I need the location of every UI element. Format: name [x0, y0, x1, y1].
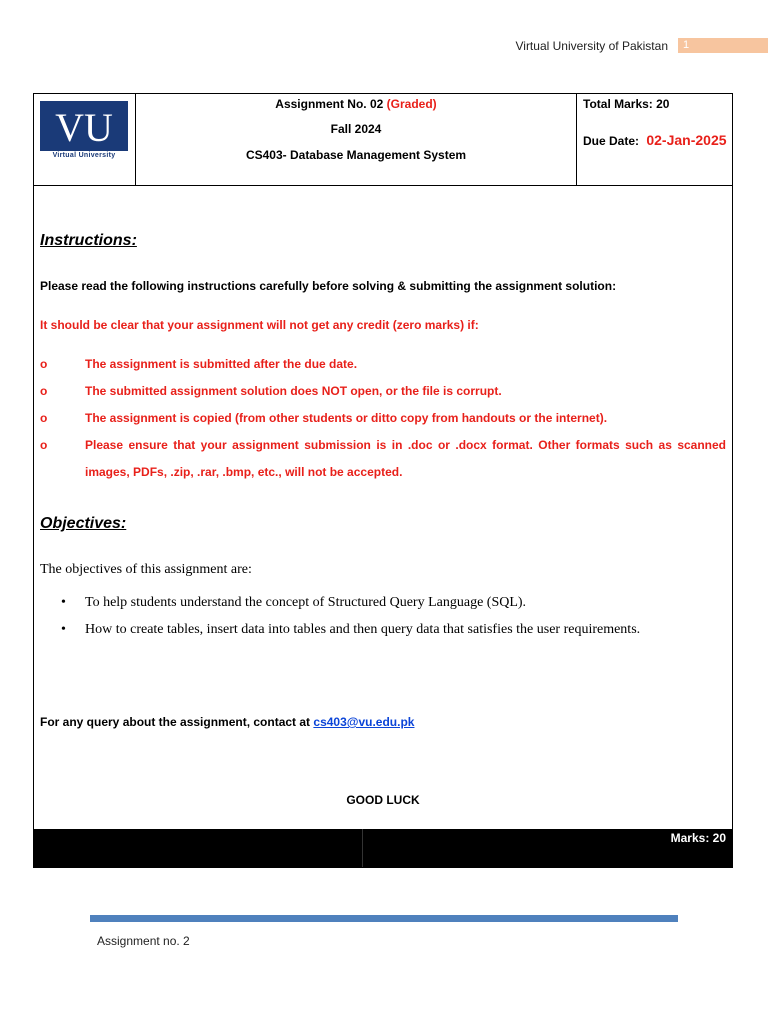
vu-logo — [40, 101, 128, 157]
due-date-value: 02-Jan-2025 — [646, 132, 727, 148]
logo-letters: VU — [55, 105, 113, 150]
instructions-heading: Instructions: — [40, 232, 137, 249]
bullet-marker: o — [40, 384, 48, 398]
vu-logo-mark — [40, 101, 128, 151]
instruction-text: The assignment is submitted after the due date. — [85, 357, 358, 371]
footer-rule — [90, 915, 678, 922]
good-luck: GOOD LUCK — [346, 793, 420, 807]
footer-label: Assignment no. 2 — [97, 934, 190, 948]
bullet-dot-icon: • — [61, 622, 66, 637]
contact-line — [40, 715, 414, 729]
instruction-text: The submitted assignment solution does NOT open, or the file is corrupt. — [85, 384, 502, 398]
contact-email-link[interactable]: cs403@vu.edu.pk — [313, 715, 415, 729]
header-institution: Virtual University of Pakistan — [515, 39, 668, 53]
page-number-tab — [678, 38, 768, 53]
objectives-intro: The objectives of this assignment are: — [40, 562, 252, 577]
assignment-title — [136, 97, 576, 111]
title-cell — [136, 94, 577, 185]
instructions-intro: Please read the following instructions carefully before solving & submitting the assignment solution: — [40, 279, 617, 293]
bullet-marker: o — [40, 411, 48, 425]
semester: Fall 2024 — [330, 122, 382, 136]
due-date-row — [583, 132, 727, 148]
objective-text: To help students understand the concept of Structured Query Language (SQL). — [85, 595, 527, 610]
course-title: CS403- Database Management System — [245, 148, 467, 162]
header-table — [34, 94, 732, 186]
bullet-marker: o — [40, 438, 48, 452]
credit-warning: It should be clear that your assignment will not get any credit (zero marks) if: — [40, 318, 479, 332]
logo-cell — [34, 94, 136, 185]
objectives-heading: Objectives: — [40, 515, 127, 532]
objective-text: How to create tables, insert data into tables and then query data that satisfies the user requirements. — [85, 622, 641, 637]
page-header — [0, 38, 768, 56]
assignment-frame — [33, 93, 733, 868]
page-number: 1 — [683, 39, 690, 51]
total-marks: Total Marks: 20 — [583, 97, 670, 111]
instruction-text: The assignment is copied (from other students or ditto copy from handouts or the internet). — [85, 411, 608, 425]
instruction-text: Please ensure that your assignment submission is in .doc or .docx format. Other formats such as scanned images, PDFs, .zip, .rar, .bmp, etc., will not be accepted. — [85, 438, 726, 479]
bullet-dot-icon: • — [61, 595, 66, 610]
due-date-label: Due Date: — [583, 134, 640, 148]
bullet-marker: o — [40, 357, 48, 371]
graded-label: (Graded) — [386, 97, 437, 111]
bar-marks: Marks: 20 — [670, 831, 726, 845]
marks-footer-bar — [34, 829, 732, 867]
assignment-number: Assignment No. 02 — [275, 97, 384, 111]
bar-divider — [362, 829, 363, 867]
logo-caption: Virtual University — [52, 152, 116, 159]
marks-cell — [577, 94, 732, 185]
contact-text: For any query about the assignment, contact at — [40, 715, 311, 729]
